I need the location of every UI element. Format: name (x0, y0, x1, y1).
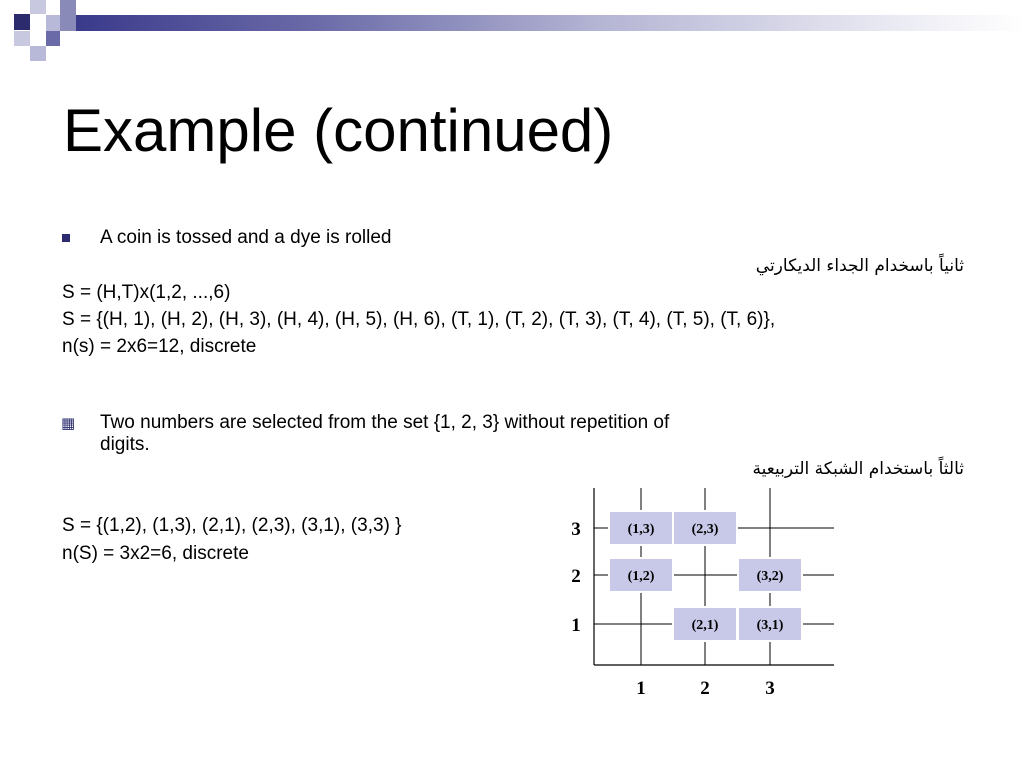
y-tick-label: 3 (571, 519, 581, 540)
deco-square (30, 46, 46, 61)
bullet-coin-dye: A coin is tossed and a dye is rolled (100, 227, 392, 248)
arabic-note-cartesian: ثانياً باسخدام الجداء الديكارتي (755, 256, 964, 276)
y-tick-label: 1 (571, 615, 581, 636)
grid-cell-label: (2,1) (691, 618, 719, 633)
bullet-two-numbers-line1: Two numbers are selected from the set {1, 2, 3} without repetition of (100, 412, 670, 433)
grid-cell-label: (2,3) (691, 522, 719, 537)
x-tick-label: 1 (636, 678, 646, 699)
deco-square (46, 31, 60, 46)
sample-space-set-2: S = {(1,2), (1,3), (2,1), (2,3), (3,1), (3,3) } (62, 515, 402, 536)
sample-space-set: S = {(H, 1), (H, 2), (H, 3), (H, 4), (H, 5), (H, 6), (T, 1), (T, 2), (T, 3), (T, 4), (T, 5), (T, 6)}, (62, 309, 776, 330)
deco-square (14, 31, 30, 46)
x-tick-label: 3 (765, 678, 775, 699)
bullet-quad-icon: ▦ (61, 414, 76, 432)
gradient-band (76, 15, 1024, 31)
deco-square (14, 14, 30, 30)
sample-space-count: n(s) = 2x6=12, discrete (62, 336, 257, 357)
bullet-square-icon (62, 234, 70, 242)
sample-space-product: S = (H,T)x(1,2, ...,6) (62, 282, 231, 303)
arabic-note-grid: ثالثاً باستخدام الشبكة التربيعية (752, 459, 964, 479)
grid-cell-label: (1,3) (627, 522, 655, 537)
grid-cell-label: (3,2) (756, 569, 784, 584)
grid-cell-label: (1,2) (627, 569, 655, 584)
grid-cell-label: (3,1) (756, 618, 784, 633)
decorative-header (0, 0, 1024, 70)
sample-space-count-2: n(S) = 3x2=6, discrete (62, 543, 249, 564)
deco-square (60, 0, 76, 31)
deco-square (46, 15, 60, 31)
x-tick-label: 2 (700, 678, 710, 699)
bullet-two-numbers-line2: digits. (100, 434, 150, 455)
deco-square (30, 0, 46, 14)
y-tick-label: 2 (571, 566, 581, 587)
square-grid-chart (540, 478, 860, 708)
slide-title: Example (continued) (63, 97, 614, 164)
